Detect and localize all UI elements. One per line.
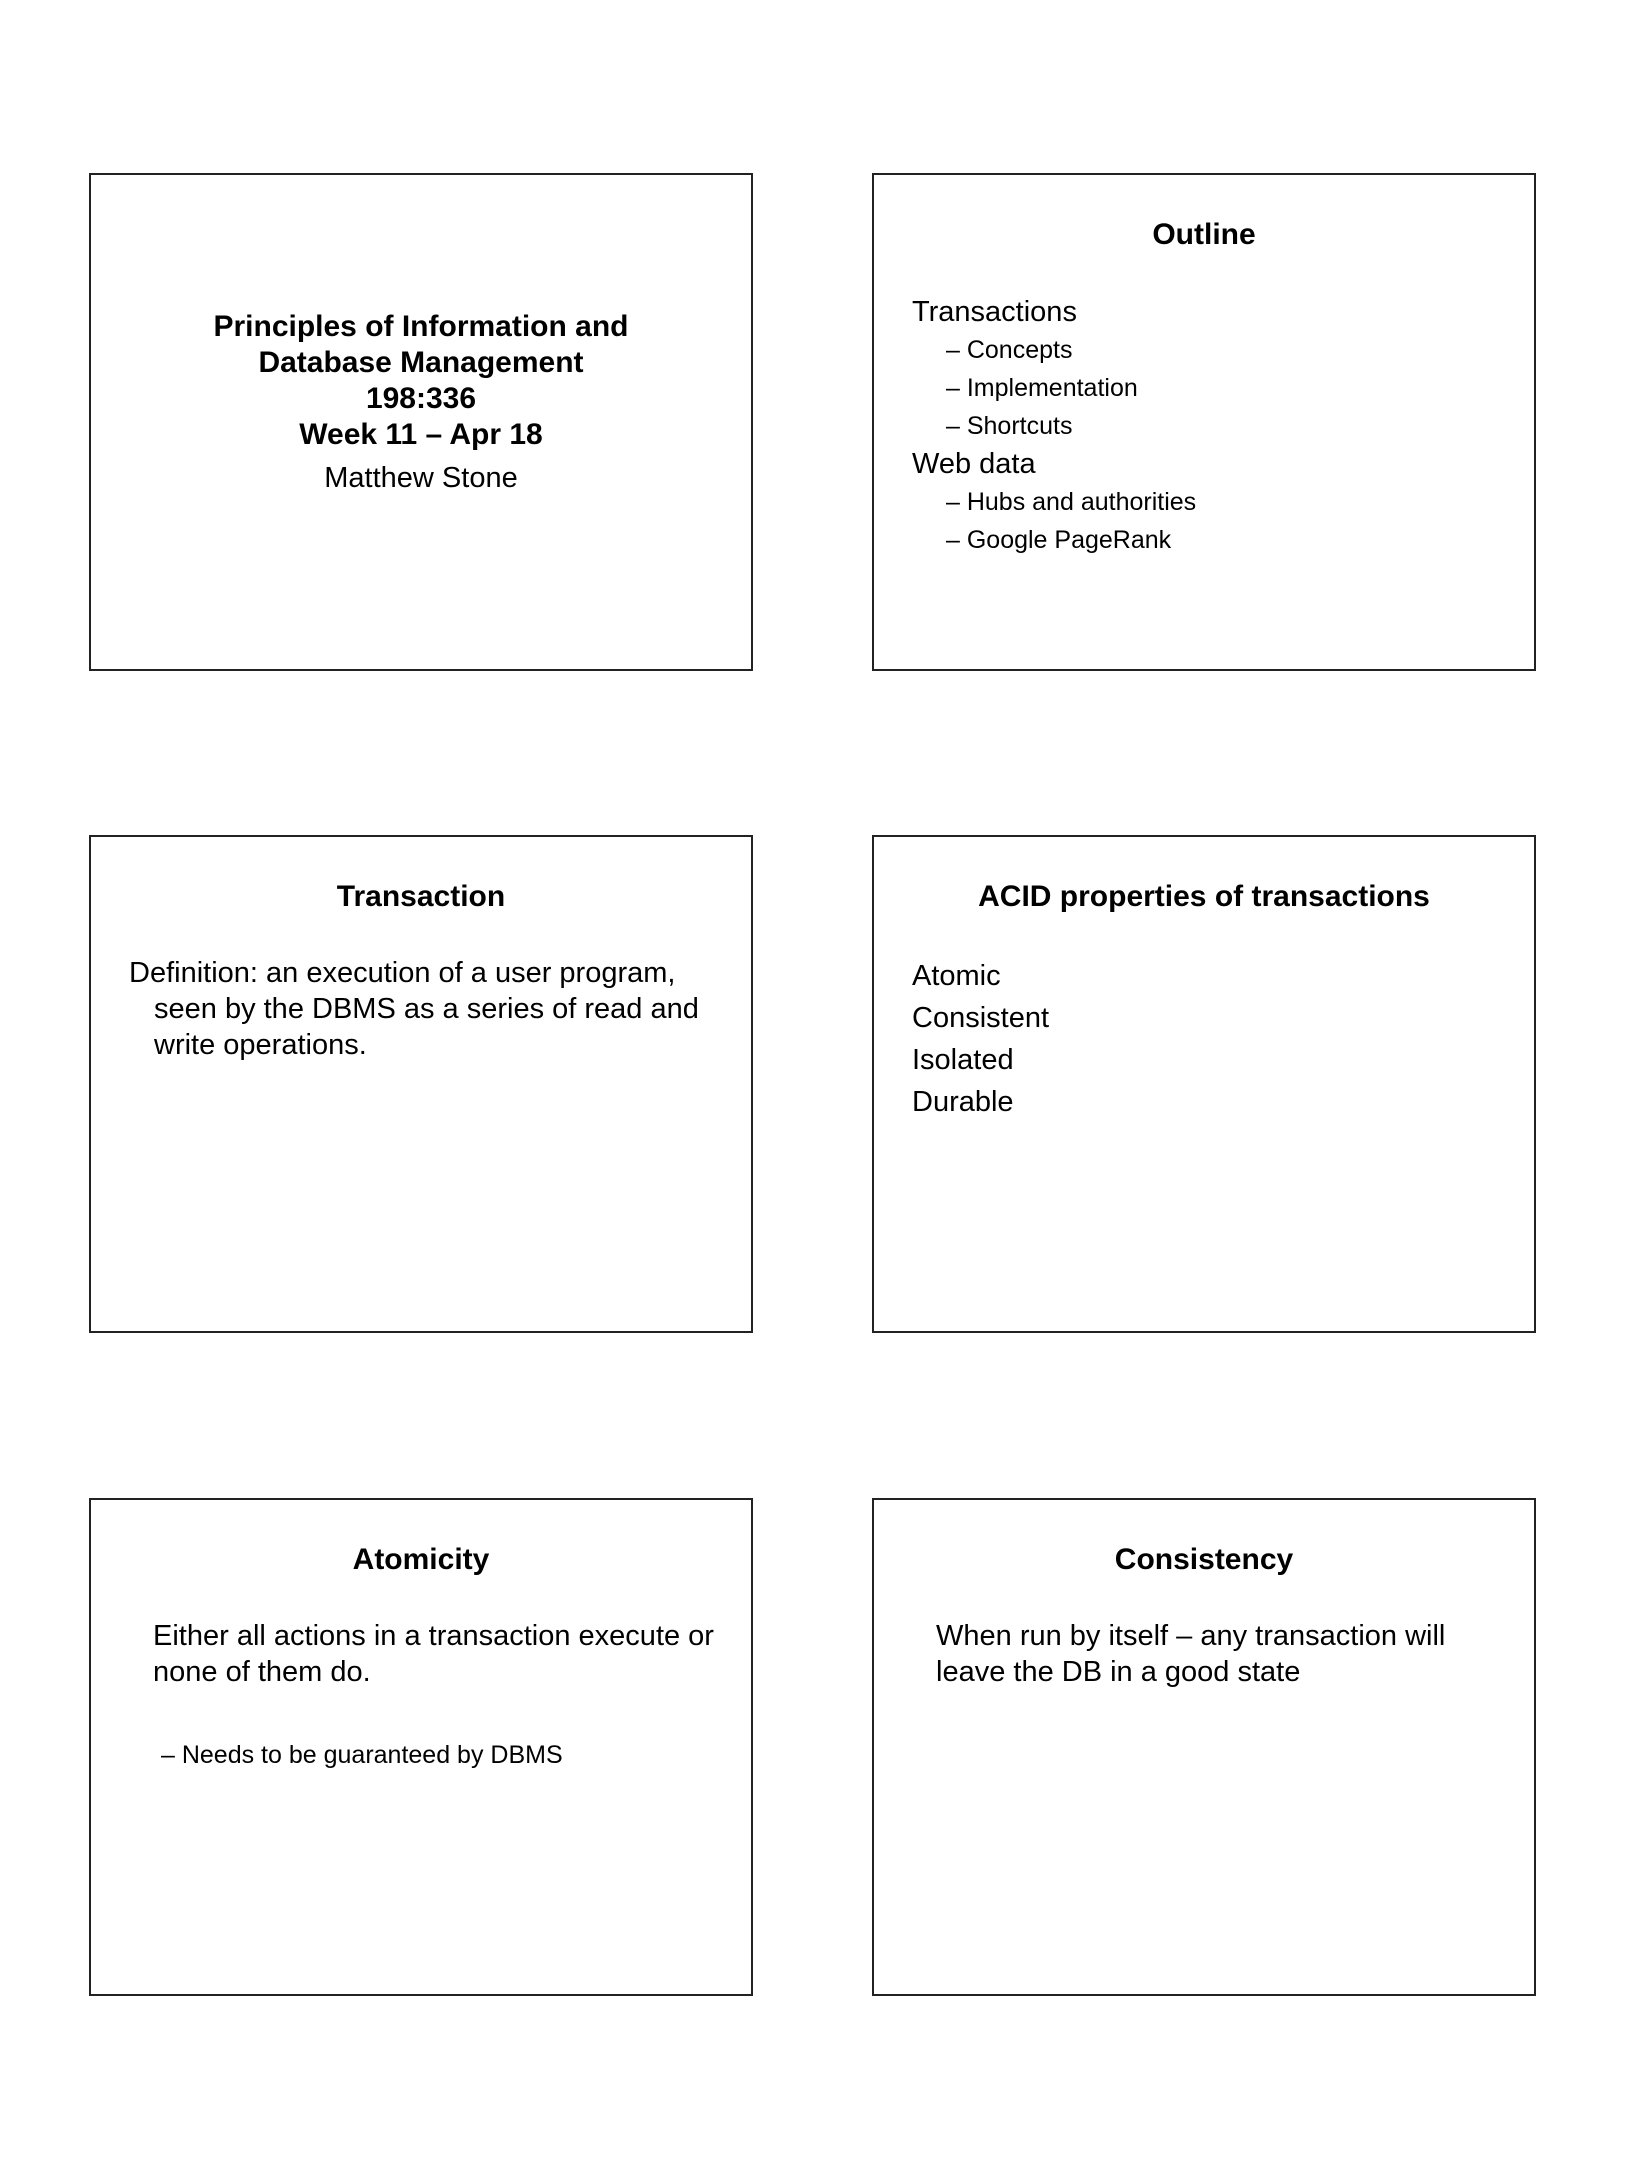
slide-title — [89, 173, 753, 671]
outline-subitem: – Shortcuts — [946, 412, 1073, 440]
slide-outline — [872, 173, 1536, 671]
outline-subitem: – Google PageRank — [946, 526, 1172, 554]
outline-item: Web data — [912, 448, 1036, 480]
acid-item: Isolated — [912, 1044, 1014, 1076]
slide-acid — [872, 835, 1536, 1333]
slide-heading: Outline — [1152, 218, 1256, 251]
outline-subitem: – Implementation — [946, 374, 1138, 402]
slide-atomicity — [89, 1498, 753, 1996]
slide-body-text: Either all actions in a transaction execute or none of them do. — [153, 1620, 714, 1688]
author-name: Matthew Stone — [324, 462, 518, 494]
slide-body — [129, 955, 729, 1063]
course-title-line: 198:336 — [365, 382, 477, 415]
definition-text: Definition: an execution of a user program, seen by the DBMS as a series of read and write operations. — [129, 957, 699, 1061]
course-title-line: Principles of Information and — [213, 310, 629, 343]
outline-subitem: – Concepts — [946, 336, 1073, 364]
slide-heading: Consistency — [1114, 1543, 1294, 1576]
course-title-line: Week 11 – Apr 18 — [299, 418, 543, 451]
slide-heading: Atomicity — [352, 1543, 490, 1576]
outline-list — [912, 293, 1196, 559]
acid-list — [912, 955, 1049, 1123]
slide-heading: Transaction — [336, 880, 506, 913]
acid-item: Atomic — [912, 960, 1001, 992]
outline-item: Transactions — [912, 296, 1077, 328]
slide-body-text: When run by itself – any transaction will leave the DB in a good state — [936, 1620, 1446, 1688]
slide-consistency — [872, 1498, 1536, 1996]
outline-subitem: – Hubs and authorities — [946, 488, 1197, 516]
acid-item: Consistent — [912, 1002, 1050, 1034]
course-title-line: Database Management — [258, 346, 584, 379]
slide-transaction — [89, 835, 753, 1333]
course-title — [91, 309, 751, 453]
acid-item: Durable — [912, 1086, 1014, 1118]
slide-heading: ACID properties of transactions — [978, 880, 1430, 913]
slide-subpoint: – Needs to be guaranteed by DBMS — [161, 1741, 563, 1769]
